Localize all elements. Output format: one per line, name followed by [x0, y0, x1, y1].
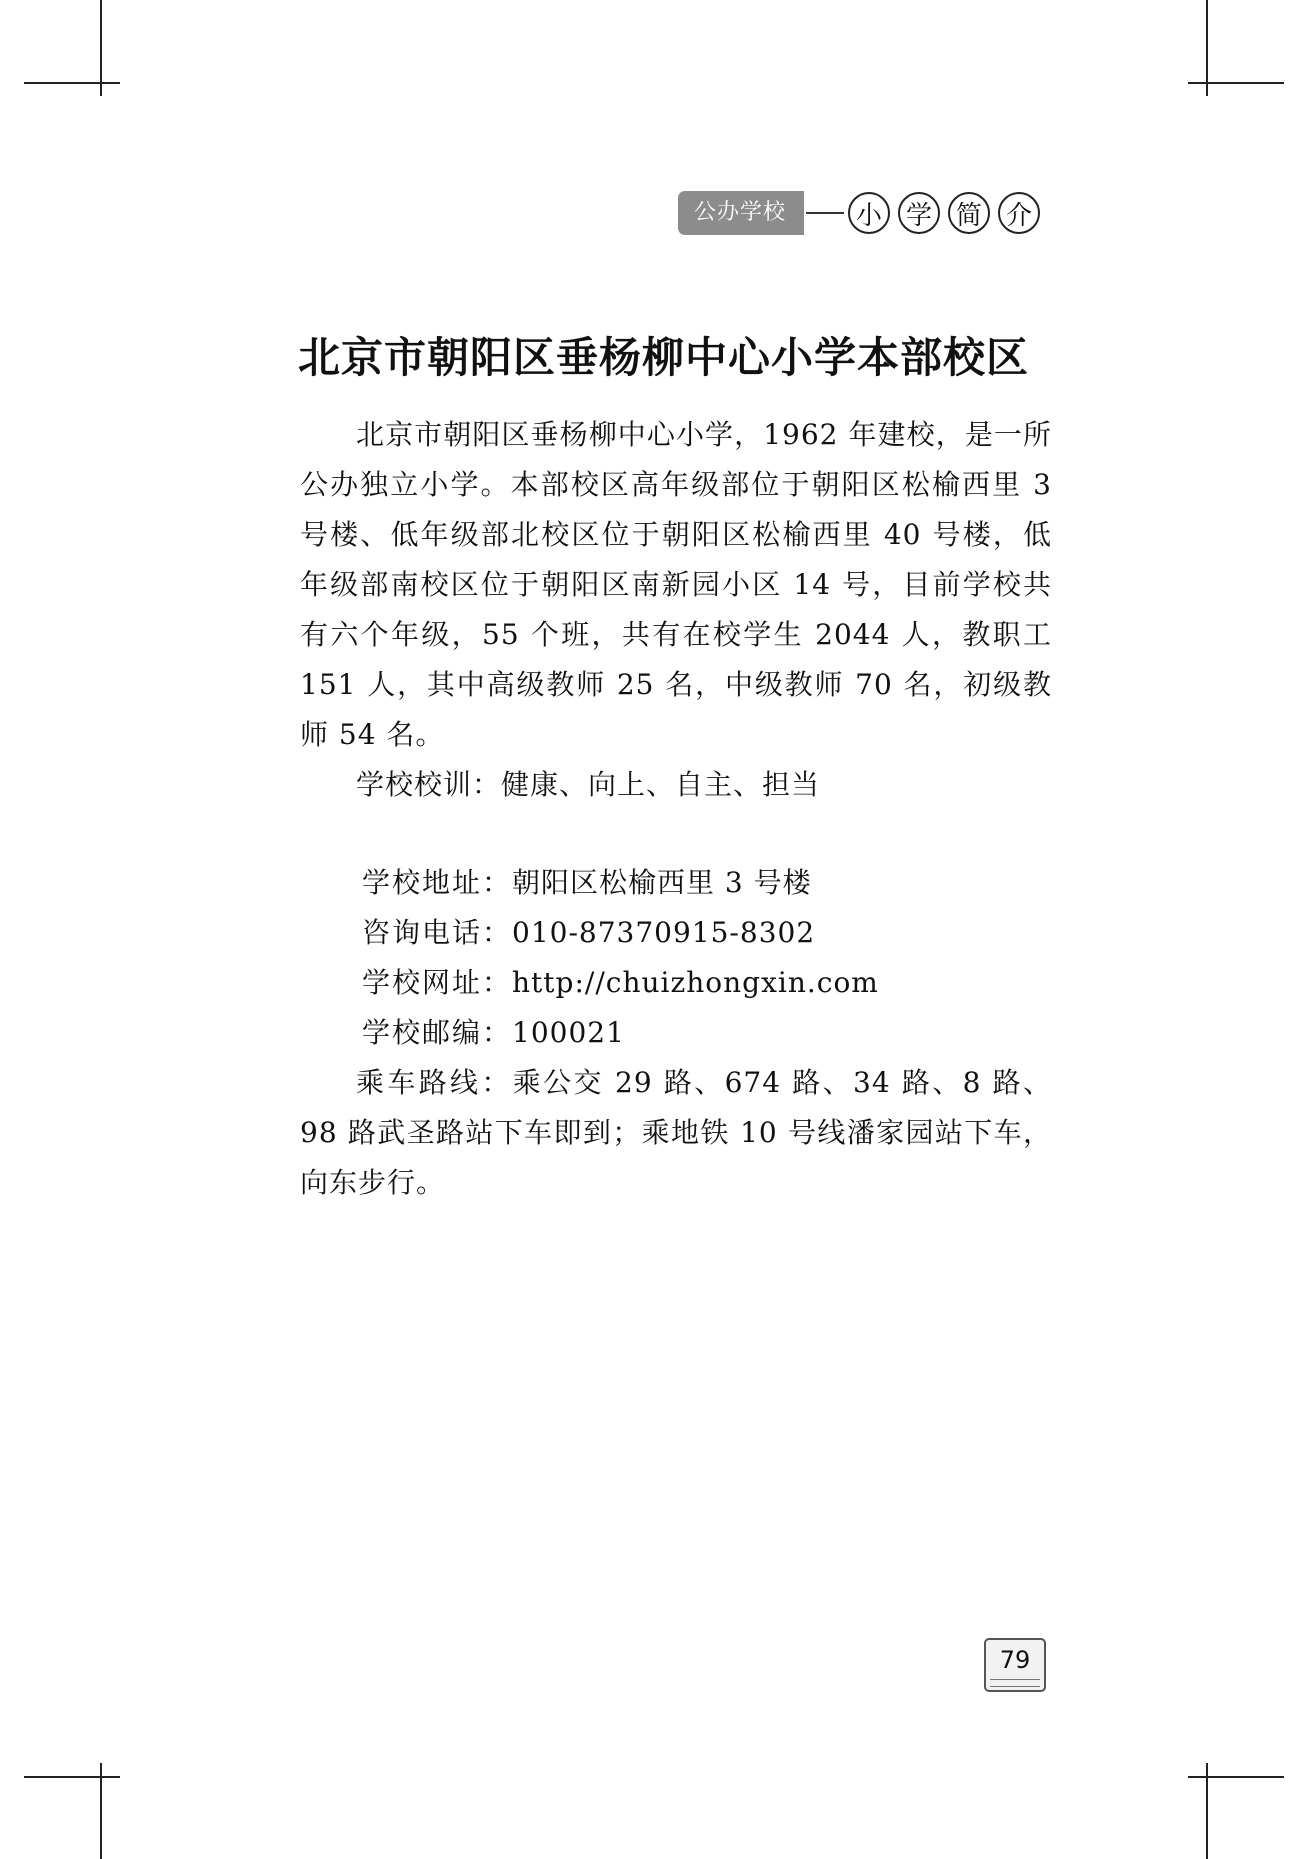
- route-paragraph: [300, 1058, 1052, 1208]
- crop-mark: [24, 1776, 120, 1778]
- address-value: 朝阳区松榆西里 3 号楼: [512, 866, 812, 899]
- section-char: 介: [998, 192, 1040, 234]
- postcode-value: 100021: [512, 1016, 625, 1049]
- crop-mark: [1188, 1776, 1284, 1778]
- crop-mark: [1188, 82, 1284, 84]
- page-title: 北京市朝阳区垂杨柳中心小学本部校区: [298, 333, 1030, 382]
- website-value: http://chuizhongxin.com: [512, 966, 879, 999]
- website-row: [300, 958, 1052, 1008]
- route-label: 乘车路线：: [356, 1066, 513, 1099]
- category-tag: 公办学校: [678, 191, 804, 235]
- spacer: [300, 810, 1052, 858]
- address-row: [300, 858, 1052, 908]
- page-number-badge: [984, 1638, 1046, 1692]
- phone-row: [300, 908, 1052, 958]
- crop-mark: [24, 82, 120, 84]
- website-label: 学校网址：: [362, 966, 513, 999]
- address-label: 学校地址：: [362, 866, 513, 899]
- article-body: [300, 410, 1052, 1208]
- section-char: 小: [848, 192, 890, 234]
- phone-label: 咨询电话：: [362, 916, 513, 949]
- section-char: 学: [898, 192, 940, 234]
- intro-paragraph: 北京市朝阳区垂杨柳中心小学，1962 年建校，是一所公办独立小学。本部校区高年级部位于朝阳区松榆西里 3 号楼、低年级部北校区位于朝阳区松榆西里 40 号楼，低年级部南校区位于朝阳区南新园小区 14 号，目前学校共有六个年级，55 个班，共有在校学生 2044 人，教职工 151 人，其中高级教师 25 名，中级教师 70 名，初级教师 54 名。: [300, 418, 1052, 751]
- phone-value: 010-87370915-8302: [512, 916, 816, 949]
- route-value: 乘公交 29 路、674 路、34 路、8 路、98 路武圣路站下车即到；乘地铁 10 号线潘家园站下车，向东步行。: [300, 1066, 1052, 1199]
- postcode-label: 学校邮编：: [362, 1016, 513, 1049]
- motto-paragraph: 学校校训：健康、向上、自主、担当: [356, 768, 821, 801]
- postcode-row: [300, 1008, 1052, 1058]
- header-dash: [806, 212, 844, 214]
- running-header: [678, 190, 1048, 236]
- section-char: 简: [948, 192, 990, 234]
- page-number: 79: [999, 1646, 1031, 1674]
